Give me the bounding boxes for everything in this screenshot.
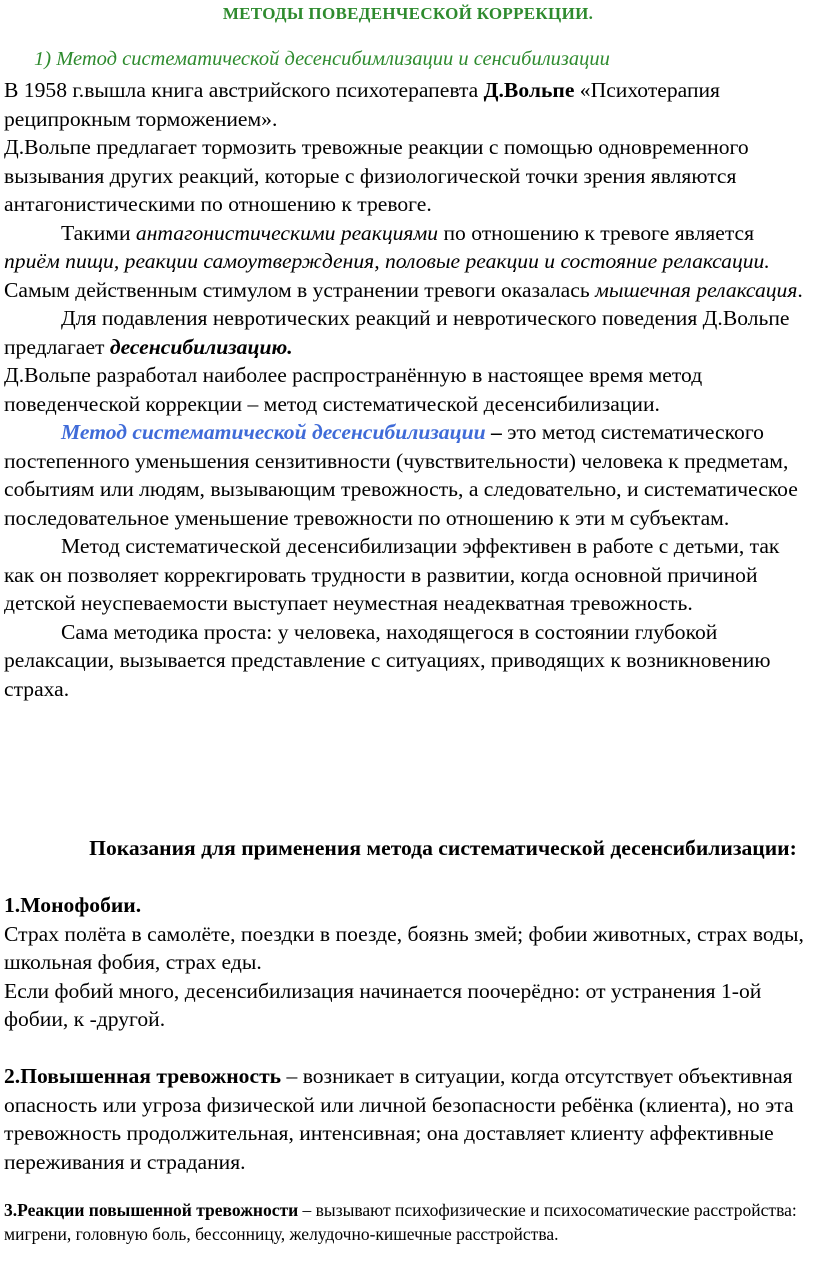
doc-subtitle: 1) Метод систематической десенсибимлизации и сенсибилизации	[34, 48, 610, 70]
paragraph-wolpe: Д.Вольпе предлагает тормозить тревожные реакции с помощью одновременного вызывания других реакций, которые с физиологической точки зрения являются антагонистическими по отношению к тревоге.	[4, 135, 749, 216]
author-name: Д.Вольпе	[483, 78, 575, 102]
section-reactions	[4, 1198, 812, 1246]
text-span: .	[797, 277, 803, 302]
italic-term: антагонистическими реакциями	[135, 220, 439, 245]
section-1-text-2: Если фобий много, десенсибилизация начинается поочерёдно: от устранения 1-ой фобии, к -другой.	[4, 978, 762, 1031]
italic-term: мышечная релаксация	[595, 277, 798, 302]
text-span: В 1958 г.вышла книга австрийского психотерапевта	[4, 78, 484, 102]
section-monophobia	[4, 891, 812, 1034]
paragraph-suppression	[4, 304, 812, 361]
paragraph-definition	[4, 418, 812, 532]
section-2-text: – возникает в ситуации, когда отсутствует объективная опасность или угроза физической или личной безопасности ребёнка (клиента), но эта тревожность продолжительная, интенсивная; она доставляет клиенту аффективные переживания и страдания.	[4, 1064, 794, 1174]
dash: –	[485, 420, 508, 444]
text-span: Самым действенным стимулом в устранении тревоги оказалась	[4, 277, 596, 302]
doc-title: МЕТОДЫ ПОВЕДЕНЧЕСКОЙ КОРРЕКЦИИ.	[222, 4, 594, 23]
method-term: Метод систематической десенсибилизации	[61, 420, 486, 444]
heading-text: Показания для применения метода систематической десенсибилизации:	[89, 836, 797, 860]
paragraph-antagonistic	[4, 219, 812, 305]
bold-italic-term: десенсибилизацию.	[109, 334, 293, 359]
section-3-text: – вызывают психофизические и психосоматические расстройства: мигрени, головную боль, бессонницу, желудочно-кишечные расстройства.	[4, 1200, 797, 1244]
text-span: по отношению к тревоге является	[438, 220, 755, 245]
paragraph-developed: Д.Вольпе разработал наиболее распространённую в настоящее время метод поведенческой коррекции – метод систематической десенсибилизации.	[4, 363, 703, 416]
main-body	[4, 76, 812, 703]
text-span: «Психотерапия реципрокным торможением».	[4, 78, 720, 131]
section-2-head: 2.Повышенная тревожность	[4, 1064, 282, 1088]
text-span: Для подавления невротических реакций и невротического поведения Д.Вольпе предлагает	[4, 306, 790, 359]
section-1-text-1: Страх полёта в самолёте, поездки в поезде, боязнь змей; фобии животных, страх воды, школьная фобия, страх еды.	[4, 921, 804, 974]
indications-heading	[4, 834, 812, 863]
text-span: Такими	[61, 220, 136, 245]
section-anxiety	[4, 1062, 812, 1176]
paragraph-children: Метод систематической десенсибилизации эффективен в работе с детьми, так как он позволяет коррекгировать трудности в развитии, когда основной причиной детской неуспеваемости выступает неуместная неадекватная тревожность.	[4, 534, 780, 615]
paragraph-book	[4, 76, 812, 133]
section-1-head: 1.Монофобии.	[4, 893, 142, 917]
text-span: это метод систематического постепенного уменьшения сензитивности (чувствительности) человека к предметам, событиям или людям, вызывающим тревожность, а следовательно, и систематическое последовательное уменьшение тревожности по отношению к эти м субъектам.	[4, 420, 798, 530]
italic-term: приём пищи, реакции самоутверждения, половые реакции и состояние релаксации.	[4, 249, 770, 273]
paragraph-technique: Сама методика проста: у человека, находящегося в состоянии глубокой релаксации, вызывается представление с ситуациях, приводящих к возникновению страха.	[4, 619, 771, 701]
section-3-head: 3.Реакции повышенной тревожности	[4, 1200, 299, 1220]
